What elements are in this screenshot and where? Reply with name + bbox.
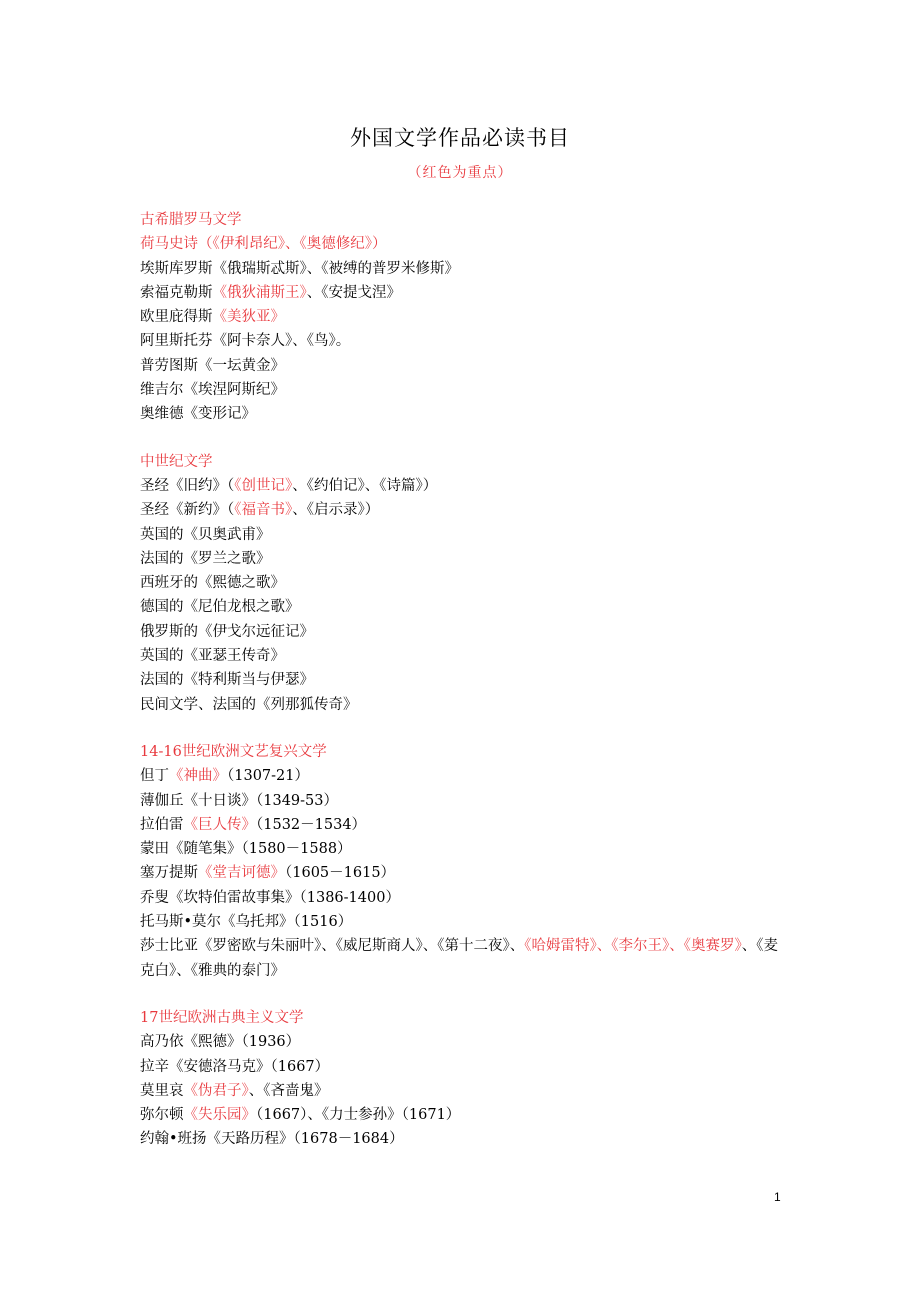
list-item <box>140 620 790 644</box>
list-item <box>140 547 790 571</box>
highlighted-text: 荷马史诗（《伊利昂纪》、《奥德修纪》） <box>140 236 387 253</box>
list-item <box>140 281 790 305</box>
highlighted-text: 《巨人传》 <box>183 816 256 833</box>
item-text: 维吉尔《埃涅阿斯纪》 <box>140 382 285 399</box>
item-text: 、《吝啬鬼》 <box>248 1082 329 1099</box>
item-text: 、《启示录》） <box>292 502 380 519</box>
highlighted-text: 《俄狄浦斯王》 <box>212 284 307 301</box>
item-text: 俄罗斯的《伊戈尔远征记》 <box>140 623 314 640</box>
item-text: 塞万提斯 <box>140 865 198 882</box>
section-heading: 17世纪欧洲古典主义文学 <box>140 1009 304 1026</box>
item-text: 但丁 <box>140 768 169 785</box>
list-item <box>140 886 790 910</box>
list-item <box>140 571 790 595</box>
list-item <box>140 378 790 402</box>
section-heading: 14-16世纪欧洲文艺复兴文学 <box>140 743 327 760</box>
list-item <box>140 837 790 861</box>
item-text: 奥维德《变形记》 <box>140 406 256 423</box>
item-text: （1307-21） <box>227 768 310 785</box>
highlighted-text: 《堂吉诃德》 <box>198 865 285 882</box>
highlighted-text: 《神曲》 <box>169 768 227 785</box>
list-item <box>140 305 790 329</box>
item-text: 乔叟《坎特伯雷故事集》（1386-1400） <box>140 889 400 906</box>
item-text: 拉辛《安德洛马克》（1667） <box>140 1058 330 1075</box>
list-item <box>140 668 790 692</box>
highlighted-text: 《美狄亚》 <box>212 309 285 326</box>
item-text: 、《麦克白》、《雅典的泰门》 <box>140 938 778 979</box>
list-item <box>140 232 790 256</box>
item-text: （1605－1615） <box>285 865 396 882</box>
page-subtitle: （红色为重点） <box>407 165 513 181</box>
list-item <box>140 789 790 813</box>
item-text: 薄伽丘《十日谈》（1349-53） <box>140 792 339 809</box>
item-text: 埃斯库罗斯《俄瑞斯忒斯》、《被缚的普罗米修斯》 <box>140 260 459 277</box>
list-item <box>140 934 790 983</box>
list-item <box>140 1030 790 1054</box>
page-number: 1 <box>774 1190 781 1204</box>
highlighted-text: 《哈姆雷特》、《李尔王》、《奥赛罗》 <box>524 938 742 955</box>
section <box>140 1006 790 1152</box>
list-item <box>140 329 790 353</box>
list-item <box>140 523 790 547</box>
list-item <box>140 1103 790 1127</box>
item-text: 索福克勒斯 <box>140 284 213 301</box>
section <box>140 208 790 427</box>
item-text: 法国的《罗兰之歌》 <box>140 550 271 567</box>
list-item <box>140 1079 790 1103</box>
item-text: 、《约伯记》、《诗篇》） <box>292 477 438 494</box>
highlighted-text: 《失乐园》 <box>183 1107 256 1124</box>
list-item <box>140 1055 790 1079</box>
item-text: 拉伯雷 <box>140 816 184 833</box>
list-item <box>140 257 790 281</box>
item-text: 弥尔顿 <box>140 1107 184 1124</box>
highlighted-text: 《福音书》 <box>234 502 293 519</box>
item-text: 蒙田《随笔集》（1580－1588） <box>140 841 352 858</box>
item-text: 约翰•班扬《天路历程》（1678－1684） <box>140 1131 404 1148</box>
list-item <box>140 861 790 885</box>
section-heading: 中世纪文学 <box>140 453 213 470</box>
page-title: 外国文学作品必读书目 <box>350 126 570 150</box>
item-text: （1667）、《力士参孙》（1671） <box>256 1107 461 1124</box>
item-text: 莎士比亚《罗密欧与朱丽叶》、《威尼斯商人》、《第十二夜》、 <box>140 938 525 955</box>
section-heading: 古希腊罗马文学 <box>140 212 242 228</box>
section <box>140 450 790 717</box>
list-item <box>140 595 790 619</box>
item-text: 欧里庇得斯 <box>140 309 213 326</box>
list-item <box>140 693 790 717</box>
section <box>140 740 790 983</box>
list-item <box>140 474 790 498</box>
item-text: 西班牙的《熙德之歌》 <box>140 575 285 592</box>
item-text: 英国的《亚瑟王传奇》 <box>140 648 285 665</box>
item-text: 民间文学、法国的《列那狐传奇》 <box>140 696 358 713</box>
item-text: 高乃依《熙德》（1936） <box>140 1034 301 1051</box>
highlighted-text: 《伪君子》 <box>183 1082 249 1099</box>
item-text: 英国的《贝奥武甫》 <box>140 526 271 543</box>
item-text: 普劳图斯《一坛黄金》 <box>140 357 285 374</box>
item-text: 、《安提戈涅》 <box>306 284 401 301</box>
item-text: 圣经《新约》（ <box>140 502 235 519</box>
list-item <box>140 764 790 788</box>
item-text: 托马斯•莫尔《乌托邦》（1516） <box>140 914 353 931</box>
list-item <box>140 644 790 668</box>
item-text: 法国的《特利斯当与伊瑟》 <box>140 672 314 689</box>
item-text: 莫里哀 <box>140 1082 184 1099</box>
reading-list <box>140 208 790 1175</box>
highlighted-text: 《创世记》 <box>234 477 293 494</box>
item-text: 德国的《尼伯龙根之歌》 <box>140 599 300 616</box>
list-item <box>140 498 790 522</box>
list-item <box>140 402 790 426</box>
item-text: 圣经《旧约》（ <box>140 477 235 494</box>
list-item <box>140 910 790 934</box>
item-text: （1532－1534） <box>256 816 367 833</box>
list-item <box>140 813 790 837</box>
list-item <box>140 354 790 378</box>
item-text: 阿里斯托芬《阿卡奈人》、《鸟》。 <box>140 333 351 350</box>
list-item <box>140 1127 790 1151</box>
